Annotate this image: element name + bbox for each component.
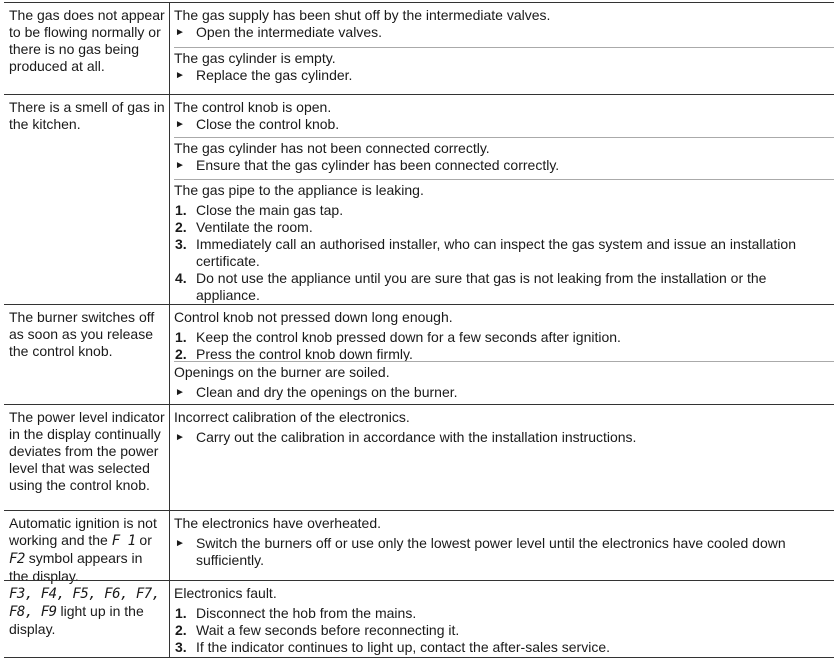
table-row [4, 304, 834, 405]
display-symbol-f1: F 1 [111, 533, 136, 549]
remedy-item: ► Ensure that the gas cylinder has been connected correctly. [175, 157, 560, 173]
column-divider [169, 405, 170, 511]
cause-block [174, 137, 834, 174]
step-number: 1. [175, 605, 187, 621]
remedy-item: 4. Do not use the appliance until you are sure that gas is not leaking from the installation or the appliance. [175, 270, 767, 303]
cause-block [174, 309, 834, 363]
remedy-item: 1. Close the main gas tap. [175, 202, 344, 218]
remedy-item: ► Carry out the calibration in accordance with the installation instructions. [175, 429, 637, 445]
remedy-item: 2. Wait a few seconds before reconnecting it. [175, 622, 460, 638]
remedy-item: ► Switch the burners off or use only the lowest power level until the electronics have cooled down sufficiently. [175, 535, 786, 568]
display-symbol-f2: F2 [9, 551, 25, 567]
bullet-arrow-icon: ► [175, 432, 185, 443]
cause-text: Incorrect calibration of the electronics. [174, 409, 410, 425]
cause-block [174, 179, 834, 304]
cause-block [174, 515, 834, 569]
column-divider [169, 3, 170, 95]
cause-text: The control knob is open. [174, 99, 332, 115]
step-number: 2. [175, 346, 187, 362]
column-divider [169, 511, 170, 581]
cause-block [174, 47, 834, 84]
column-divider [169, 95, 170, 305]
step-number: 2. [175, 219, 187, 235]
step-number: 1. [175, 329, 187, 345]
remedy-item: 3. Immediately call an authorised installer, who can inspect the gas system and issue an installation certificate. [175, 236, 796, 269]
cause-text: Control knob not pressed down long enough. [174, 309, 453, 325]
column-divider [169, 581, 170, 657]
cause-block [174, 99, 834, 133]
fault-description: The burner switches off as soon as you release the control knob. [9, 309, 155, 359]
fault-description: The power level indicator in the display continually deviates from the power level that was selected using the control knob. [9, 409, 165, 493]
remedy-item: 2. Press the control knob down firmly. [175, 346, 413, 362]
cause-text: The gas cylinder has not been connected correctly. [174, 140, 490, 156]
cause-text: The gas pipe to the appliance is leaking. [174, 182, 424, 198]
table-row [4, 94, 834, 305]
step-number: 1. [175, 202, 187, 218]
remedy-item: ► Close the control knob. [175, 116, 340, 132]
step-number: 3. [175, 639, 187, 655]
remedy-item: 1. Keep the control knob pressed down for a few seconds after ignition. [175, 329, 621, 345]
bullet-arrow-icon: ► [175, 119, 185, 130]
bullet-arrow-icon: ► [175, 387, 185, 398]
remedy-item: 2. Ventilate the room. [175, 219, 313, 235]
bullet-arrow-icon: ► [175, 70, 185, 81]
bullet-arrow-icon: ► [175, 160, 185, 171]
fault-description: There is a smell of gas in the kitchen. [9, 99, 165, 132]
bullet-arrow-icon: ► [175, 27, 185, 38]
step-number: 3. [175, 236, 187, 252]
step-number: 2. [175, 622, 187, 638]
cause-text: The gas cylinder is empty. [174, 50, 336, 66]
fault-description: Automatic ignition is not working and the F 1 or F2 symbol appears in the display. [9, 515, 157, 584]
cause-block [174, 409, 834, 446]
cause-text: Electronics fault. [174, 585, 277, 601]
remedy-item: ► Clean and dry the openings on the burner. [175, 384, 458, 400]
cause-text: The electronics have overheated. [174, 515, 382, 531]
bullet-arrow-icon: ► [175, 538, 185, 549]
remedy-item: 3. If the indicator continues to light up, contact the after-sales service. [175, 639, 610, 655]
cause-block [174, 7, 834, 41]
cause-block [174, 361, 834, 401]
cause-text: The gas supply has been shut off by the intermediate valves. [174, 7, 551, 23]
fault-description: F3, F4, F5, F6, F7, F8, F9 light up in the display. [9, 586, 160, 637]
table-row [4, 2, 834, 95]
table-row [4, 510, 834, 584]
remedy-item: ► Replace the gas cylinder. [175, 67, 353, 83]
cause-text: Openings on the burner are soiled. [174, 364, 390, 380]
display-symbols-f3-f9: F3, F4, F5, F6, F7, F8, F9 [9, 586, 160, 620]
column-divider [169, 305, 170, 405]
remedy-item: 1. Disconnect the hob from the mains. [175, 605, 417, 621]
fault-description: The gas does not appear to be flowing normally or there is no gas being produced at all. [9, 7, 165, 74]
cause-block [174, 585, 834, 656]
step-number: 4. [175, 270, 187, 286]
remedy-item: ► Open the intermediate valves. [175, 24, 382, 40]
table-row [4, 580, 834, 658]
table-row [4, 404, 834, 511]
